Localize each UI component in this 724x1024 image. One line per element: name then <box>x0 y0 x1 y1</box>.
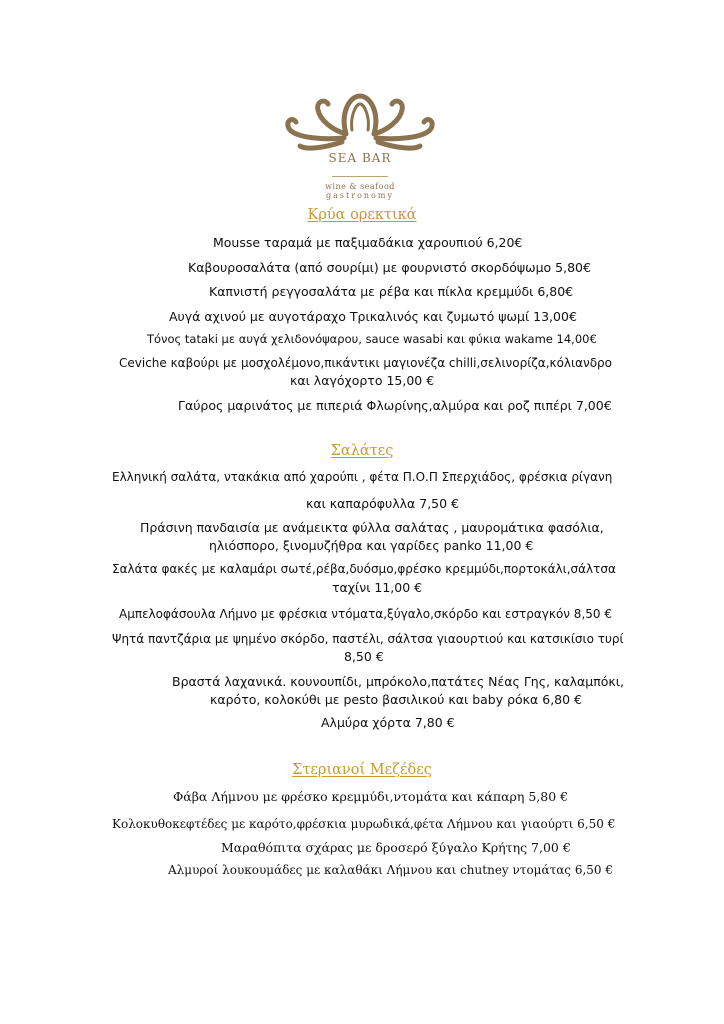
menu-item: Μαραθόπιτα σχάρας με δροσερό ξύγαλο Κρήτης 7,00 € <box>221 840 571 855</box>
menu-item: Κολοκυθοκεφτέδες με καρότο,φρέσκια μυρωδικά,φέτα Λήμνου και γιαούρτι 6,50 € <box>112 817 616 831</box>
section-heading-salads: Σαλάτες <box>330 443 394 459</box>
menu-item: Αλμύρα χόρτα 7,80 € <box>321 715 455 730</box>
menu-item: Πράσινη πανδαισία με ανάμεικτα φύλλα σαλάτας , μαυρομάτικα φασόλια, <box>140 520 604 535</box>
logo-divider <box>332 176 388 177</box>
menu-item: Καπνιστή ρεγγοσαλάτα με ρέβα και πίκλα κρεμμύδι 6,80€ <box>209 284 574 299</box>
menu-item: Καβουροσαλάτα (από σουρίμι) με φουρνιστό σκορδόψωμο 5,80€ <box>188 260 591 275</box>
menu-item: Φάβα Λήμνου με φρέσκο κρεμμύδι,ντομάτα και κάπαρη 5,80 € <box>173 789 569 804</box>
menu-item-continued: και λαγόχορτο 15,00 € <box>290 373 435 388</box>
logo-tagline: wine & seafood <box>325 182 395 191</box>
menu-item-continued: ηλιόσπορο, ξινομυζήθρα και γαρίδες panko 11,00 € <box>209 538 534 553</box>
section-heading-hot-meze: Στεριανοί Μεζέδες <box>292 762 432 778</box>
menu-item: Ελληνική σαλάτα, ντακάκια από χαρούπι , φέτα Π.Ο.Π Σπερχιάδος, φρέσκια ρίγανη <box>112 470 613 484</box>
menu-item: Γαύρος μαρινάτος με πιπεριά Φλωρίνης,αλμύρα και ροζ πιπέρι 7,00€ <box>178 398 612 413</box>
menu-item: Αμπελοφάσουλα Λήμνο με φρέσκια ντόματα,ξύγαλο,σκόρδο και εστραγκόν 8,50 € <box>119 607 612 621</box>
menu-item-continued: 8,50 € <box>344 649 384 664</box>
menu-item: Αλμυροί λουκουμάδες με καλαθάκι Λήμνου και chutney ντομάτας 6,50 € <box>168 863 614 877</box>
sea-bar-logo <box>280 90 440 210</box>
menu-item-continued: και καπαρόφυλλα 7,50 € <box>306 496 460 511</box>
menu-item: Σαλάτα φακές με καλαμάρι σωτέ,ρέβα,δυόσμο,φρέσκο κρεμμύδι,πορτοκάλι,σάλτσα <box>112 562 616 576</box>
menu-item: Ceviche καβούρι με μοσχολέμονο,πικάντικι μαγιονέζα chilli,σελινορίζα,κόλιανδρο <box>119 356 612 370</box>
octopus-logo-icon <box>280 90 440 152</box>
section-heading-cold-appetizers: Κρύα ορεκτικά <box>307 207 417 223</box>
menu-item: Βραστά λαχανικά. κουνουπίδι, μπρόκολο,πατάτες Νέας Γης, καλαμπόκι, <box>172 674 624 689</box>
menu-item: Τόνος tataki με αυγά χελιδονόψαρου, sauce wasabi και φύκια wakame 14,00€ <box>147 332 597 346</box>
logo-name: SEA BAR <box>328 151 392 165</box>
menu-item: Mousse ταραμά με παξιμαδάκια χαρουπιού 6,20€ <box>213 235 523 250</box>
menu-item-continued: ταχίνι 11,00 € <box>332 580 423 595</box>
logo-tagline: gastronomy <box>326 191 394 200</box>
menu-item-continued: καρότο, κολοκύθι με pesto βασιλικού και baby ρόκα 6,80 € <box>210 692 583 707</box>
menu-item: Αυγά αχινού με αυγοτάραχο Τρικαλινός και ζυμωτό ψωμί 13,00€ <box>169 309 577 324</box>
menu-item: Ψητά παντζάρια με ψημένο σκόρδο, παστέλι, σάλτσα γιαουρτιού και κατσικίσιο τυρί <box>112 632 624 646</box>
